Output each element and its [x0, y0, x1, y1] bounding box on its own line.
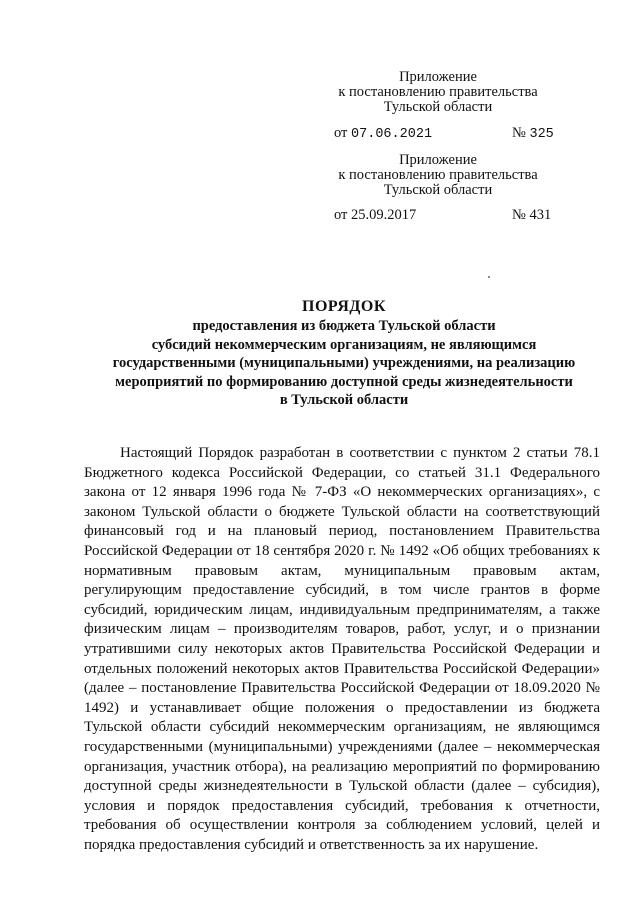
number-prefix: №	[512, 207, 526, 223]
document-body	[84, 444, 600, 855]
title-line: предоставления из бюджета Тульской области	[192, 318, 496, 334]
decree-date: 25.09.2017	[351, 207, 417, 223]
title-line: в Тульской области	[279, 392, 409, 409]
appendix-header-current	[318, 70, 558, 115]
document-title	[80, 297, 608, 410]
title-line: государственными (муниципальными) учреждениями, на реализацию	[112, 355, 576, 372]
appendix-decree-line: к постановлению правительства	[338, 84, 538, 100]
body-paragraph: Настоящий Порядок разработан в соответствии с пунктом 2 статьи 78.1 Бюджетного кодекса Российской Федерации, со статьей 31.1 Федерального закона от 12 января 1996 года № 7-ФЗ «О некоммерческих организациях», с законом Тульской области о бюджете Тульской области на соответствующий финансовый год и на плановый период, постановлением Правительства Российской Федерации от 18 сентября 2020 г. № 1492 «Об общих требованиях к нормативным правовым актам, муниципальным правовым актам, регулирующим предоставление субсидий, в том числе грантов в форме субсидий, юридическим лицам, индивидуальным предпринимателям, а также физическим лицам – производителям товаров, работ, услуг, и о признании утратившими силу некоторых актов Правительства Российской Федерации и отдельных положений некоторых актов Правительства Российской Федерации» (далее – постановление Правительства Российской Федерации от 18.09.2020 № 1492) и устанавливает общие положения о предоставлении из бюджета Тульской области субсидий некоммерческим организациям, не являющимся государственными (муниципальными) учреждениями (далее – некоммерческая организация, участник отбора), на реализацию мероприятий по формированию доступной среды жизнедеятельности в Тульской области (далее – субсидия), условия и порядок предоставления субсидий, требования к отчетности, требования об осуществлении контроля за соблюдением условий, целей и порядка предоставления субсидий и ответственность за их нарушение.	[84, 445, 600, 853]
appendix-decree-line: к постановлению правительства	[338, 167, 538, 183]
title-heading: ПОРЯДОК	[302, 298, 386, 315]
appendix-region-line: Тульской области	[383, 99, 493, 115]
number-prefix: №	[512, 125, 526, 141]
decree-date: 07.06.2021	[351, 127, 433, 142]
decree-number: 431	[529, 207, 552, 223]
appendix-region-line: Тульской области	[383, 182, 493, 198]
title-line: субсидий некоммерческим организациям, не являющимся	[151, 336, 537, 353]
decree-number: 325	[529, 127, 554, 142]
appendix-label: Приложение	[399, 69, 477, 85]
scan-speck	[488, 276, 490, 278]
appendix-header-original	[318, 153, 558, 198]
date-prefix: от	[334, 125, 348, 141]
date-prefix: от	[334, 207, 348, 223]
appendix-label: Приложение	[399, 152, 477, 168]
title-line: мероприятий по формированию доступной среды жизнедеятельности	[115, 373, 573, 390]
